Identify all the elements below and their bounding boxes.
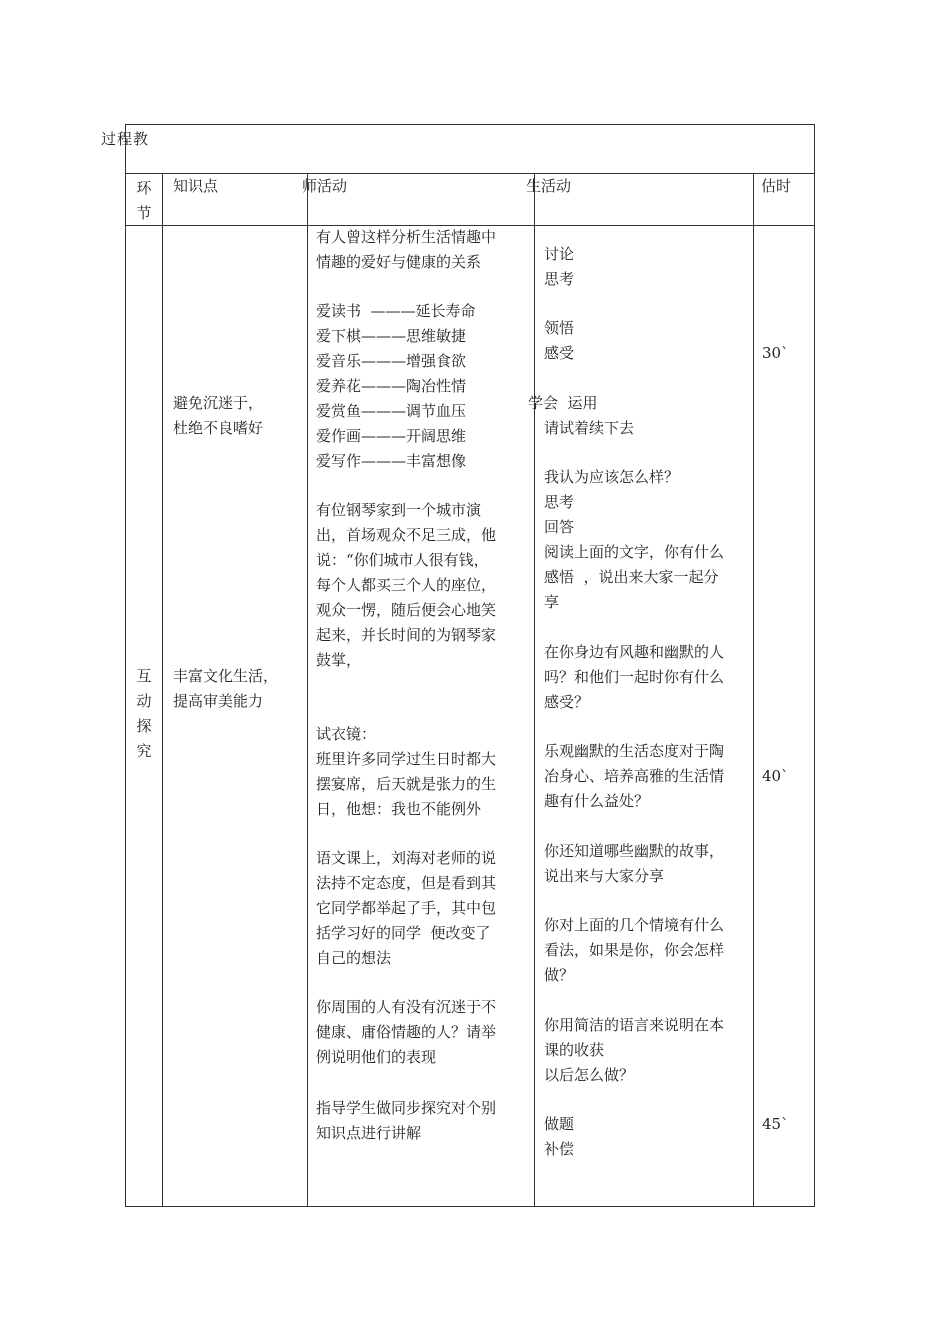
student-paragraph: 你还知道哪些幽默的故事， 说出来与大家分享 — [544, 842, 725, 885]
teacher-paragraph: 有人曾这样分析生活情趣中 情趣的爱好与健康的关系 — [316, 228, 497, 271]
student-paragraph: 在你身边有风趣和幽默的人 吗？和他们一起时你有什么 感受？ — [544, 643, 725, 711]
student-paragraph: 乐观幽默的生活态度对于陶 冶身心、培养高雅的生活情 趣有什么益处？ — [544, 742, 725, 810]
time-estimate: 40` — [762, 767, 789, 785]
teacher-paragraph: 爱读书 ———延长寿命 爱下棋———思维敏捷 爱音乐———增强食欲 爱养花———陶冶性情 爱赏鱼———调节血压 爱作画———开阔思维 爱写作———丰富想像 — [316, 302, 476, 470]
student-paragraph: 我认为应该怎么样？ 思考 回答 阅读上面的文字，你有什么 感悟 ，说出来大家一起分 享 — [544, 468, 725, 611]
teacher-paragraph: 指导学生做同步探究对个别 知识点进行讲解 — [316, 1099, 497, 1142]
teacher-paragraph: 试衣镜： 班里许多同学过生日时都大 摆宴席，后天就是张力的生 日，他想：我也不能例外 — [316, 725, 497, 818]
header-teacher-activity: 师活动 — [302, 177, 348, 195]
col-divider-1 — [162, 173, 163, 1207]
header-segment: 环 节 — [136, 179, 152, 222]
knowledge-item: 丰富文化生活， 提高审美能力 — [173, 667, 279, 710]
row-divider-header-top — [125, 173, 815, 174]
time-estimate: 30` — [762, 344, 789, 362]
student-paragraph: 做题 补偿 — [544, 1115, 575, 1158]
student-paragraph: 讨论 思考 — [544, 245, 575, 288]
teacher-paragraph: 你周围的人有没有沉迷于不 健康、庸俗情趣的人？请举 例说明他们的表现 — [316, 998, 497, 1066]
knowledge-item: 避免沉迷于， 杜绝不良嗜好 — [173, 394, 264, 437]
student-paragraph: 你对上面的几个情境有什么 看法，如果是你，你会怎样 做？ — [544, 916, 725, 984]
teacher-paragraph: 有位钢琴家到一个城市演 出，首场观众不足三成，他 说：“你们城市人很有钱， 每个人都买三个人的座位， 观众一愣，随后便会心地笑 起来，并长时间的为钢琴家 鼓掌， — [316, 501, 497, 669]
student-paragraph: 学会 运用 — [528, 394, 598, 412]
header-student-activity: 生活动 — [526, 177, 572, 195]
time-estimate: 45` — [762, 1115, 789, 1133]
header-time: 估时 — [761, 177, 792, 195]
section-label: 互 动 探 究 — [136, 667, 152, 760]
student-paragraph: 请试着续下去 — [544, 419, 635, 437]
col-divider-2 — [307, 173, 308, 1207]
page-title: 过程教 — [101, 130, 150, 148]
header-knowledge: 知识点 — [173, 177, 219, 195]
teacher-paragraph: 语文课上，刘海对老师的说 法持不定态度，但是看到其 它同学都举起了手，其中包 括学习好的同学 便改变了 自己的想法 — [316, 849, 497, 967]
col-divider-3 — [534, 173, 535, 1207]
col-divider-4 — [753, 173, 754, 1207]
student-paragraph: 领悟 感受 — [544, 319, 575, 362]
student-paragraph: 你用简洁的语言来说明在本 课的收获 以后怎么做？ — [544, 1016, 725, 1084]
